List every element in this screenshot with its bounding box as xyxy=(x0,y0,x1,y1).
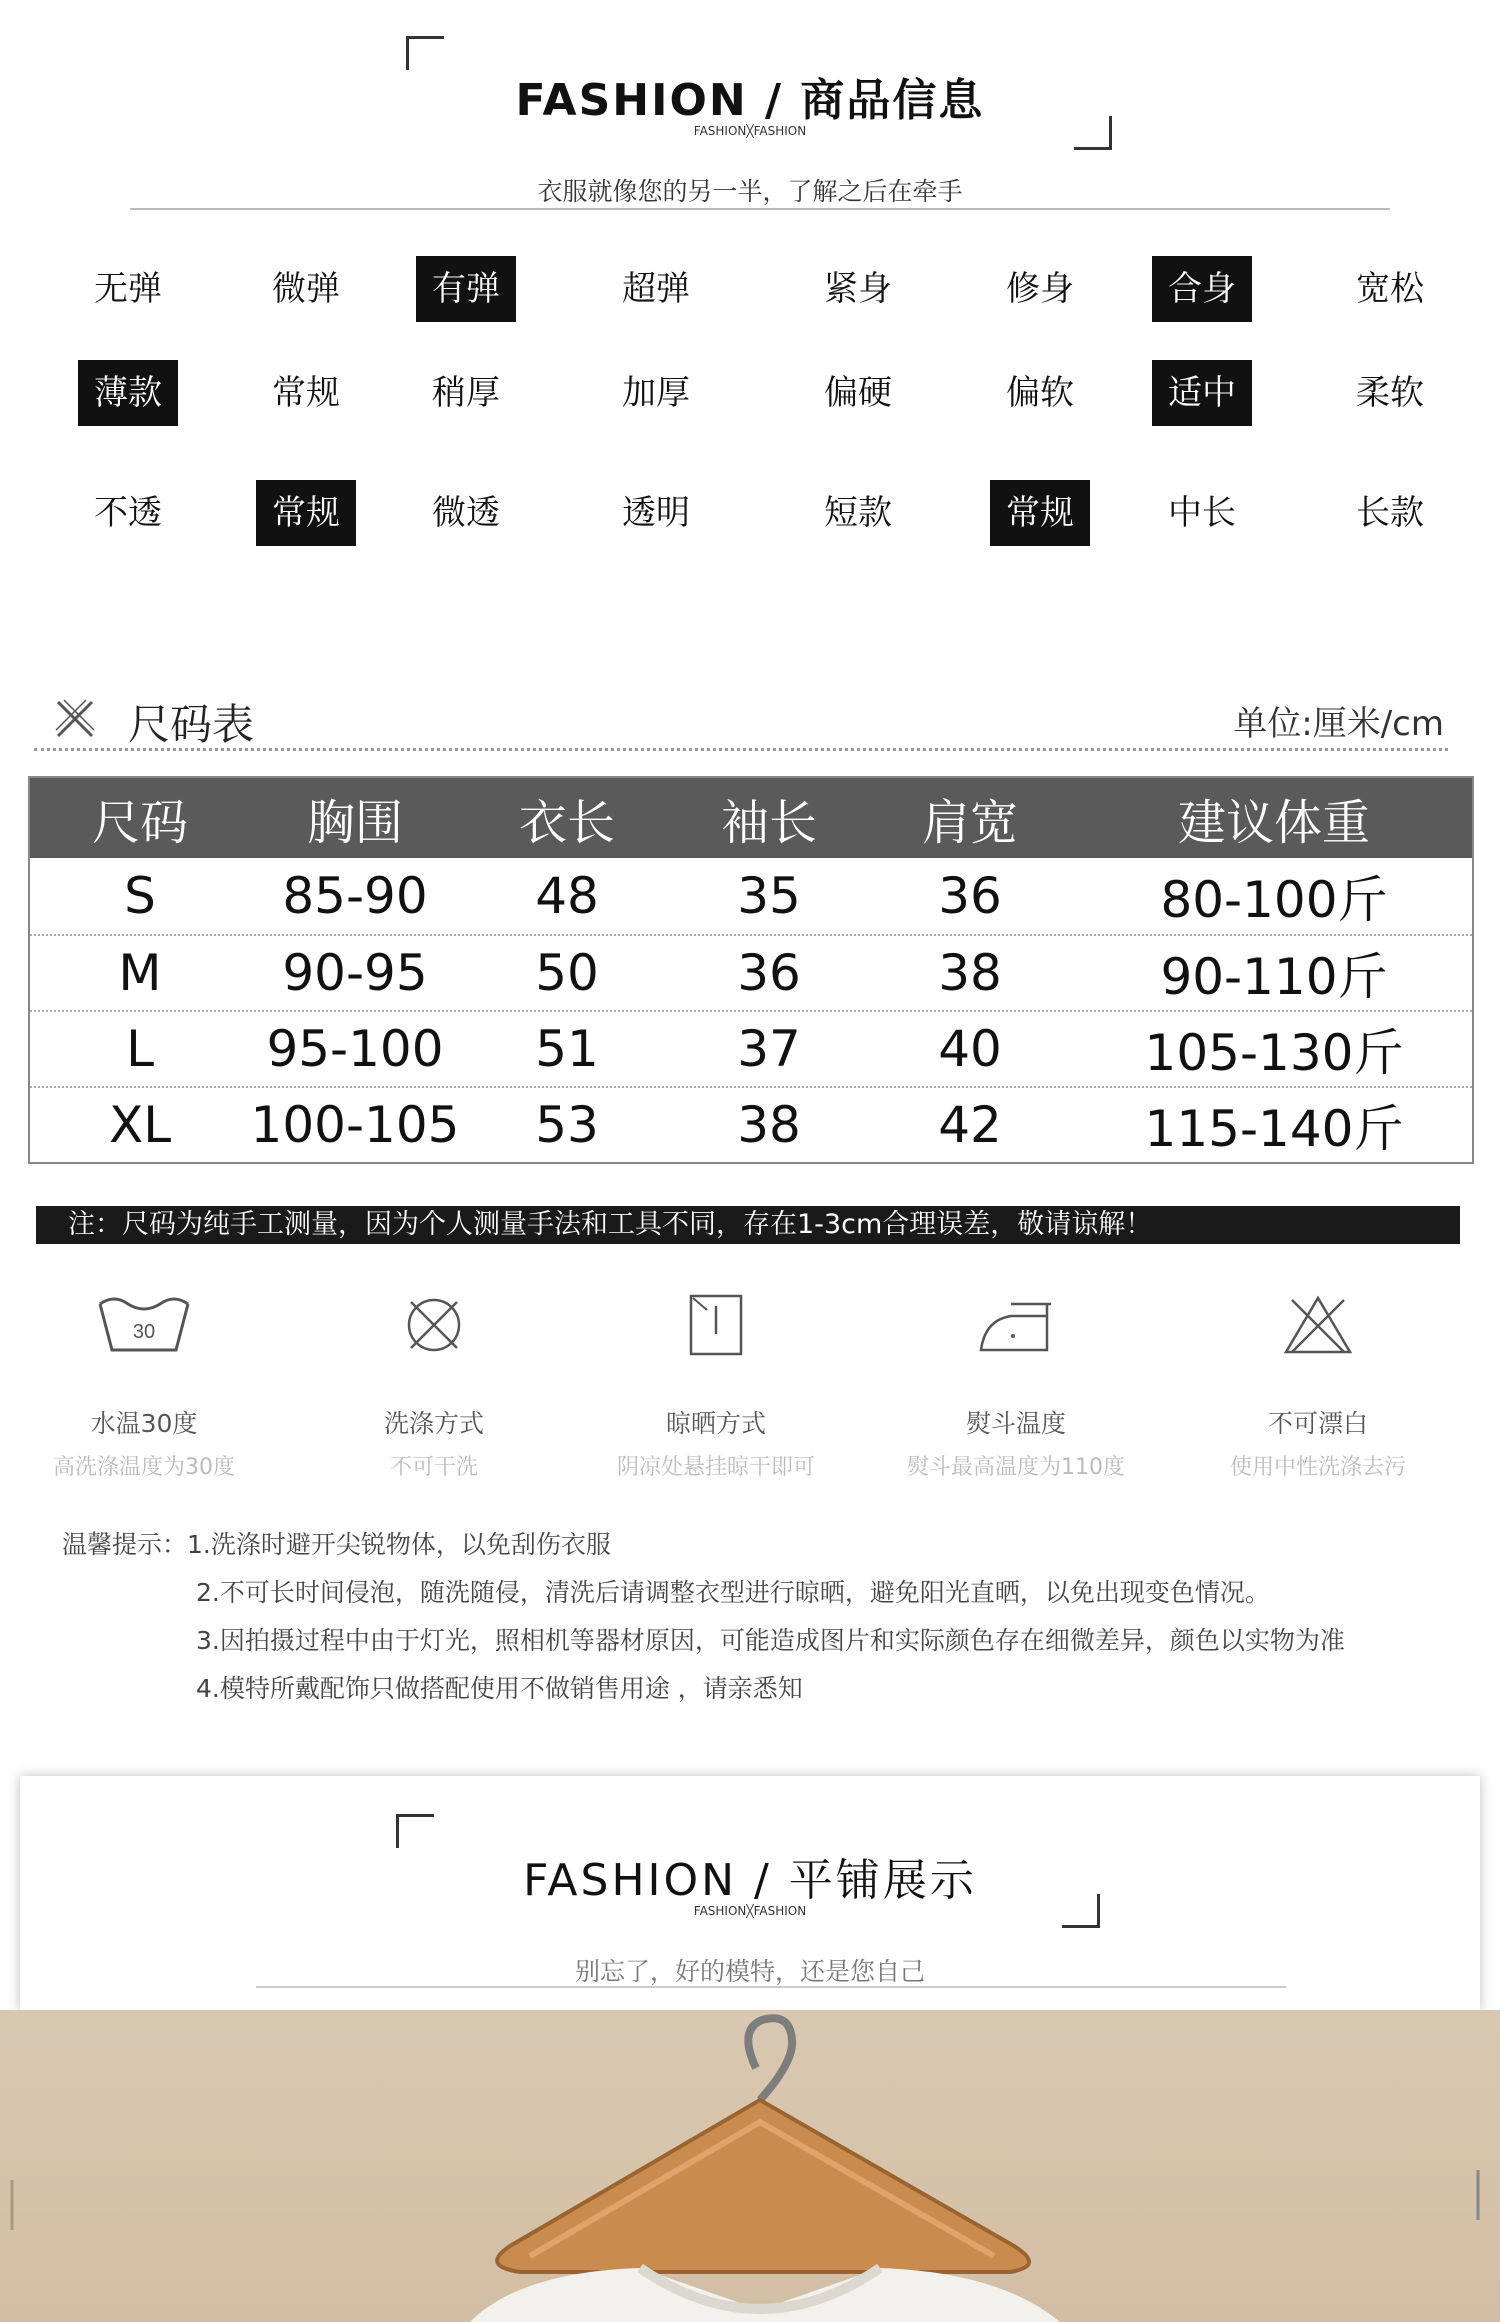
wash-30-icon xyxy=(94,1290,194,1360)
divider xyxy=(130,208,1390,210)
table-cell: 51 xyxy=(535,1020,599,1078)
attribute-tag-selected: 有弹 xyxy=(416,256,516,322)
divider xyxy=(256,1986,1286,1988)
table-cell: 90-95 xyxy=(282,944,428,1002)
table-cell: 37 xyxy=(737,1020,801,1078)
no-wash-icon xyxy=(399,1290,469,1360)
care-item-bleach xyxy=(1178,1290,1458,1481)
hanger-photo-icon xyxy=(0,2010,1500,2322)
column-header: 尺码 xyxy=(91,794,188,851)
attribute-tag-selected: 常规 xyxy=(256,480,356,546)
tip-line: 温馨提示：1.洗涤时避开尖锐物体，以免刮伤衣服 xyxy=(62,1530,611,1559)
dotted-divider xyxy=(34,748,1448,751)
attribute-row xyxy=(0,480,1500,550)
table-cell: 85-90 xyxy=(282,867,428,925)
attribute-tag: 透明 xyxy=(622,493,690,533)
care-title: 不可漂白 xyxy=(1267,1409,1368,1438)
tip-line: 3.因拍摄过程中由于灯光，照相机等器材原因，可能造成图片和实际颜色存在细微差异，颜色以实物为准 xyxy=(196,1626,1345,1655)
column-header: 袖长 xyxy=(720,794,817,851)
attribute-tag: 微透 xyxy=(432,493,500,533)
table-cell: L xyxy=(126,1020,154,1078)
attribute-tag: 超弹 xyxy=(622,269,690,309)
table-cell: 95-100 xyxy=(266,1020,444,1078)
table-cell: XL xyxy=(108,1096,172,1154)
section-subtitle: FASHION╳FASHION xyxy=(693,1904,807,1918)
attribute-tag: 宽松 xyxy=(1356,269,1424,309)
attribute-tag: 加厚 xyxy=(622,373,690,413)
care-item-wash xyxy=(4,1290,284,1481)
care-subtitle: 不可干洗 xyxy=(389,1455,478,1480)
attribute-tag: 微弹 xyxy=(272,269,340,309)
care-subtitle: 使用中性洗涤去污 xyxy=(1229,1455,1406,1480)
attribute-tag: 紧身 xyxy=(824,269,892,309)
section-tagline: 别忘了，好的模特，还是您自己 xyxy=(574,1957,925,1986)
table-cell: 42 xyxy=(938,1096,1002,1154)
column-header: 衣长 xyxy=(518,794,615,851)
table-cell: 53 xyxy=(535,1096,599,1154)
table-cell: 38 xyxy=(938,944,1002,1002)
care-title: 水温30度 xyxy=(90,1409,198,1438)
attribute-tag: 不透 xyxy=(94,493,162,533)
table-header xyxy=(30,778,1472,858)
care-subtitle: 熨斗最高温度为110度 xyxy=(907,1455,1125,1480)
product-info-header xyxy=(0,0,1500,220)
column-header: 肩宽 xyxy=(921,794,1018,851)
tip-line: 2.不可长时间侵泡，随洗随侵，清洗后请调整衣型进行晾晒，避免阳光直晒，以免出现变色情况。 xyxy=(196,1578,1270,1607)
attribute-tag: 偏硬 xyxy=(824,373,892,413)
table-row xyxy=(30,934,1472,1010)
no-bleach-icon xyxy=(1278,1290,1358,1360)
wash-temp-label: 30 xyxy=(132,1321,156,1343)
table-cell: 36 xyxy=(938,867,1002,925)
hang-dry-icon xyxy=(681,1290,751,1360)
table-row xyxy=(30,858,1472,934)
iron-icon xyxy=(971,1290,1061,1360)
table-cell: 90-110斤 xyxy=(1160,948,1388,1006)
table-cell: 40 xyxy=(938,1020,1002,1078)
table-row xyxy=(30,1086,1472,1162)
table-cell: 80-100斤 xyxy=(1160,871,1388,929)
table-cell: 100-105 xyxy=(250,1096,460,1154)
size-note: 注：尺码为纯手工测量，因为个人测量手法和工具不同，存在1-3cm合理误差，敬请谅解！ xyxy=(36,1206,1460,1244)
size-chart-unit: 单位:厘米/cm xyxy=(1233,704,1444,744)
table-cell: 115-140斤 xyxy=(1144,1100,1404,1158)
care-subtitle: 阴凉处悬挂晾干即可 xyxy=(616,1455,815,1480)
tip-line: 4.模特所戴配饰只做搭配使用不做销售用途 ，请亲悉知 xyxy=(196,1674,803,1703)
section-title: FASHION / 平铺展示 xyxy=(523,1855,977,1906)
attribute-tag: 常规 xyxy=(272,373,340,413)
attribute-tag: 稍厚 xyxy=(432,373,500,413)
attribute-tag: 中长 xyxy=(1168,493,1236,533)
column-header: 胸围 xyxy=(306,794,403,851)
flat-display-panel xyxy=(20,1776,1480,2012)
care-title: 晾晒方式 xyxy=(665,1409,766,1438)
care-title: 熨斗温度 xyxy=(965,1409,1066,1438)
care-subtitle: 高洗涤温度为30度 xyxy=(53,1455,235,1480)
attribute-row xyxy=(0,256,1500,326)
care-item-dry xyxy=(576,1290,856,1481)
section-subtitle: FASHION╳FASHION xyxy=(693,124,807,138)
attribute-tag: 修身 xyxy=(1006,269,1074,309)
table-cell: 38 xyxy=(737,1096,801,1154)
attribute-tag: 偏软 xyxy=(1006,373,1074,413)
section-title: FASHION / 商品信息 xyxy=(515,75,985,126)
table-cell: 35 xyxy=(737,867,801,925)
attribute-tag: 无弹 xyxy=(94,269,162,309)
table-cell: 48 xyxy=(535,867,599,925)
table-cell: S xyxy=(124,867,156,925)
cross-icon xyxy=(52,696,98,742)
care-item-iron xyxy=(876,1290,1156,1481)
attribute-tag-selected: 适中 xyxy=(1152,360,1252,426)
size-table xyxy=(28,776,1474,1164)
column-header: 建议体重 xyxy=(1177,794,1370,851)
table-row xyxy=(30,1010,1472,1086)
care-title: 洗涤方式 xyxy=(383,1409,484,1438)
table-cell: 36 xyxy=(737,944,801,1002)
attribute-tag: 长款 xyxy=(1356,493,1424,533)
attribute-tag: 柔软 xyxy=(1356,373,1424,413)
section-tagline: 衣服就像您的另一半，了解之后在牵手 xyxy=(537,177,963,206)
size-chart-header xyxy=(0,686,1500,752)
table-cell: M xyxy=(118,944,162,1002)
attribute-tag: 短款 xyxy=(824,493,892,533)
attribute-tag-selected: 常规 xyxy=(990,480,1090,546)
attribute-tag-selected: 合身 xyxy=(1152,256,1252,322)
size-chart-title: 尺码表 xyxy=(128,700,255,749)
attribute-row xyxy=(0,360,1500,430)
table-cell: 105-130斤 xyxy=(1144,1024,1404,1082)
attribute-tag-selected: 薄款 xyxy=(78,360,178,426)
table-body xyxy=(30,858,1472,1162)
table-cell: 50 xyxy=(535,944,599,1002)
corner-top-left xyxy=(396,1814,434,1848)
care-item-wash-method xyxy=(294,1290,574,1481)
product-photo xyxy=(0,2010,1500,2322)
